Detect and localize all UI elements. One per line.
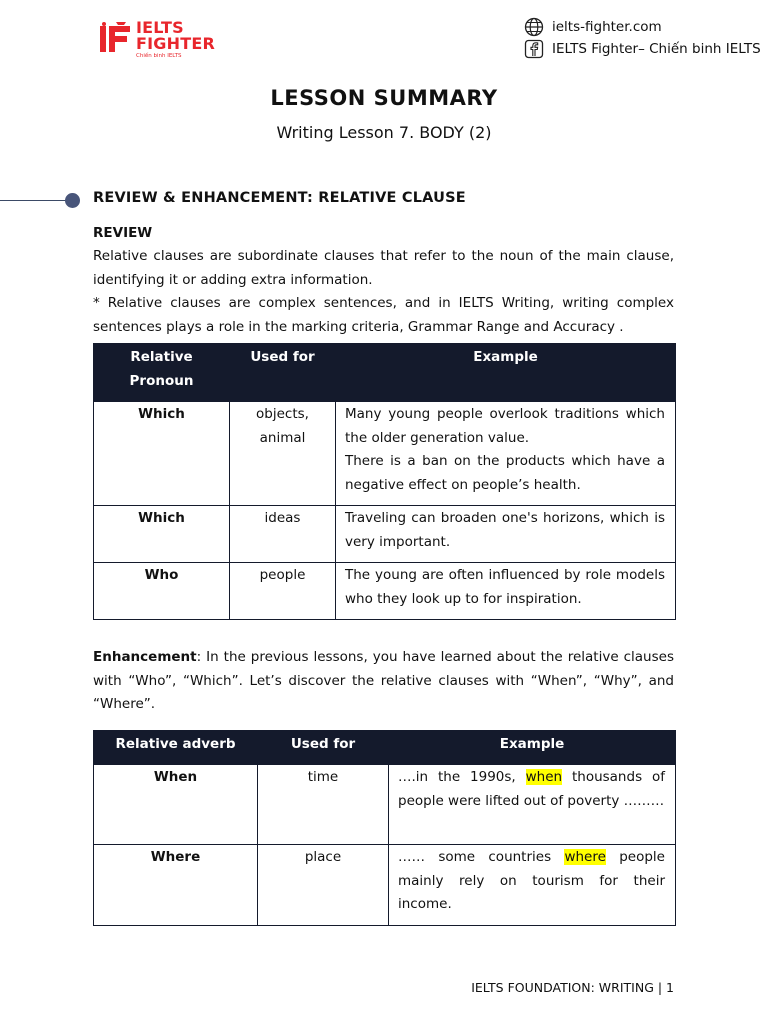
highlighted-word: where (564, 849, 606, 865)
used-for-cell: ideas (230, 506, 336, 563)
page-title: LESSON SUMMARY (270, 86, 498, 110)
adverb-cell: Where (94, 845, 258, 926)
adverb-cell: When (94, 765, 258, 845)
example-text: ….in the 1990s, (398, 769, 526, 785)
column-header-example: Example (389, 731, 676, 765)
used-for-cell: objects, animal (230, 402, 336, 506)
column-header-adverb: Relative adverb (94, 731, 258, 765)
page-subtitle: Writing Lesson 7. BODY (2) (276, 123, 492, 142)
column-header-used-for: Used for (230, 344, 336, 402)
enhancement-label: Enhancement (93, 649, 197, 665)
example-cell (389, 845, 676, 926)
pronoun-cell: Which (94, 506, 230, 563)
column-header-used-for: Used for (258, 731, 389, 765)
table-row (94, 765, 676, 845)
example-text: …… some countries (398, 849, 565, 865)
table-row (94, 506, 676, 563)
relative-pronoun-table (93, 343, 676, 620)
facebook-link[interactable]: IELTS Fighter– Chiến binh IELTS (552, 41, 761, 57)
facebook-icon (524, 39, 544, 59)
review-heading: REVIEW (93, 225, 153, 241)
website-row[interactable] (524, 16, 761, 38)
enhancement-text: : In the previous lessons, you have learned about the relative clauses with “Who”, “Which”. Let’s discover the relative clauses with “When”, “Why”, and “Where”. (93, 649, 674, 712)
example-cell (336, 563, 676, 620)
highlighted-word: when (525, 769, 563, 785)
section-divider (0, 200, 66, 201)
table-header-row (94, 731, 676, 765)
column-header-example: Example (336, 344, 676, 402)
table-row (94, 402, 676, 506)
section-bullet (65, 193, 80, 208)
website-link[interactable]: ielts-fighter.com (552, 19, 662, 35)
review-paragraph-1: Relative clauses are subordinate clauses that refer to the noun of the main clause, identifying it or adding extra information. (93, 248, 674, 288)
table-row (94, 845, 676, 926)
table-header-row (94, 344, 676, 402)
example-text: thousands of people were lifted out of poverty ……… (398, 769, 665, 809)
pronoun-cell: Which (94, 402, 230, 506)
contact-info (524, 16, 761, 60)
facebook-row[interactable] (524, 38, 761, 60)
used-for-cell: time (258, 765, 389, 845)
example-sentence: Traveling can broaden one's horizons, which is very important. (345, 510, 665, 550)
table-row (94, 563, 676, 620)
logo-tagline: Chiến binh IELTS (136, 53, 182, 59)
relative-adverb-table (93, 730, 676, 926)
brand-logo (100, 20, 220, 62)
globe-icon (524, 17, 544, 37)
pronoun-cell: Who (94, 563, 230, 620)
enhancement-paragraph (93, 646, 674, 717)
logo-wordmark: IELTS FIGHTER (136, 18, 215, 53)
page-footer: IELTS FOUNDATION: WRITING | 1 (471, 980, 674, 995)
ielts-fighter-logo-mark (100, 22, 132, 56)
example-sentence: Many young people overlook traditions which the older generation value. (345, 406, 665, 446)
used-for-cell: people (230, 563, 336, 620)
example-sentence: There is a ban on the products which have a negative effect on people’s health. (345, 453, 665, 493)
example-text: people mainly rely on tourism for their income. (398, 849, 665, 912)
section-title: REVIEW & ENHANCEMENT: RELATIVE CLAUSE (93, 190, 466, 206)
example-cell (389, 765, 676, 845)
example-sentence: The young are often influenced by role models who they look up to for inspiration. (345, 567, 665, 607)
example-cell (336, 506, 676, 563)
column-header-pronoun: Relative Pronoun (94, 344, 230, 402)
used-for-cell: place (258, 845, 389, 926)
example-cell (336, 402, 676, 506)
review-paragraph-2: * Relative clauses are complex sentences, and in IELTS Writing, writing complex sentences plays a role in the marking criteria, Grammar Range and Accuracy . (93, 295, 674, 335)
